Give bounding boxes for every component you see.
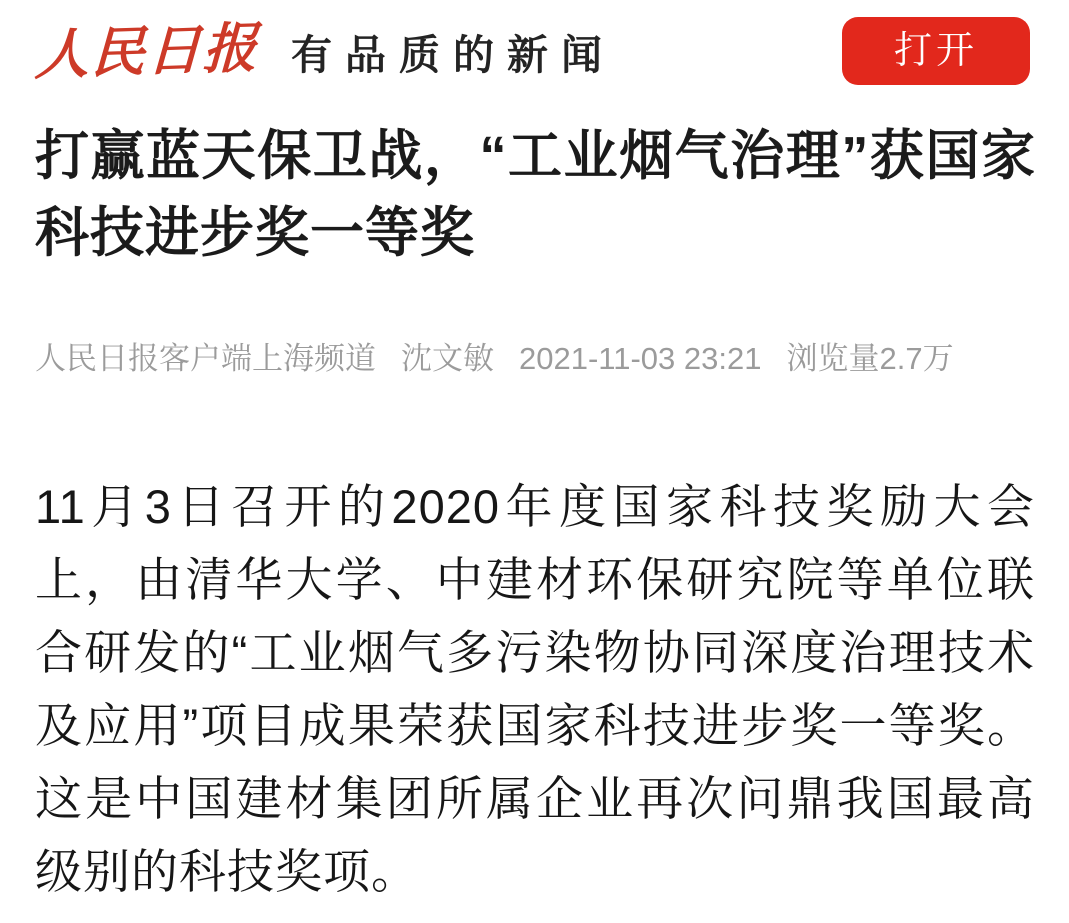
banner-tagline: 有品质的新闻 [291, 31, 615, 78]
meta-source: 人民日报客户端上海频道 [35, 341, 376, 376]
peoples-daily-logo: 人民日报 [33, 15, 261, 87]
article-title: 打赢蓝天保卫战，“工业烟气治理”获国家科技进步奖一等奖 [35, 126, 1036, 263]
article-body: 11月3日召开的2020年度国家科技奖励大会上，由清华大学、中建材环保研究院等单位联合研发的“工业烟气多污染物协同深度治理技术及应用”项目成果荣获国家科技进步奖一等奖。这是中国建材集团所属企业再次问鼎我国最高级别的科技奖项。 [35, 480, 1035, 898]
meta-timestamp: 2021-11-03 23:21 [519, 341, 762, 376]
meta-author: 沈文敏 [401, 341, 494, 376]
meta-view-count: 浏览量2.7万 [786, 341, 954, 376]
app-download-banner [35, 14, 1030, 88]
article-meta [35, 339, 1036, 379]
open-app-button[interactable]: 打开 [842, 17, 1030, 85]
